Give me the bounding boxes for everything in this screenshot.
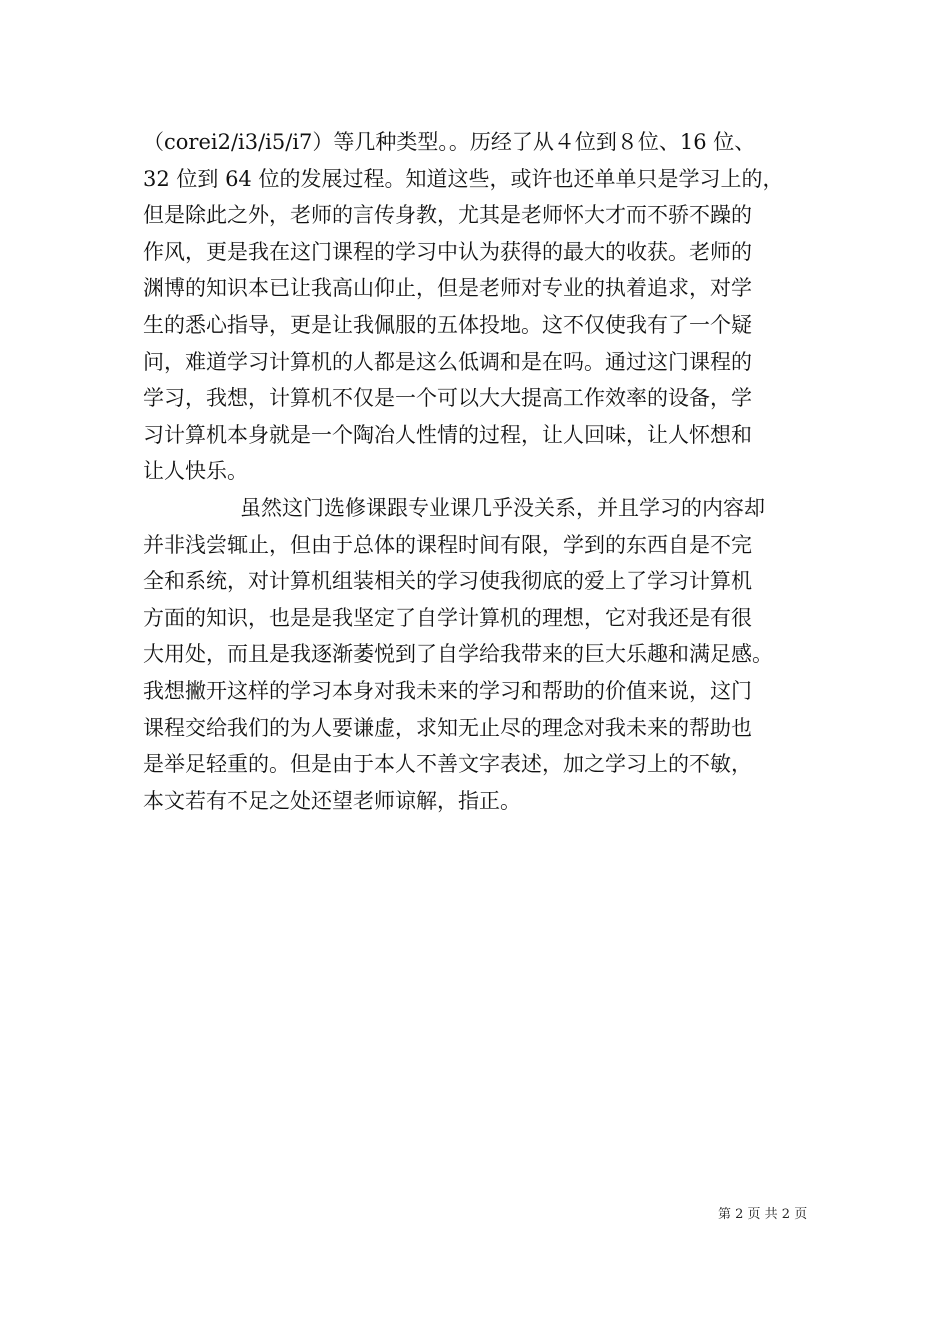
text-line: 并非浅尝辄止，但由于总体的课程时间有限，学到的东西自是不完	[143, 532, 752, 557]
text-line: 但是除此之外，老师的言传身教，尤其是老师怀大才而不骄不躁的	[143, 203, 752, 228]
page-number-footer: 第 2 页 共 2 页	[718, 1207, 808, 1222]
text-line: 渊博的知识本已让我高山仰止，但是老师对专业的执着追求，对学	[143, 276, 752, 301]
paragraph-2	[143, 490, 823, 819]
text-line: 全和系统，对计算机组装相关的学习使我彻底的爱上了学习计算机	[143, 569, 752, 594]
text-line: 学习，我想，计算机不仅是一个可以大大提高工作效率的设备，学	[143, 386, 752, 411]
text-line: 课程交给我们的为人要谦虚，求知无止尽的理念对我未来的帮助也	[143, 715, 752, 740]
paragraph-1	[143, 124, 823, 490]
text-line: 生的悉心指导，更是让我佩服的五体投地。这不仅使我有了一个疑	[143, 312, 752, 337]
text-line: 问，难道学习计算机的人都是这么低调和是在吗。通过这门课程的	[143, 349, 752, 374]
text-line: 32 位到 64 位的发展过程。知道这些，或许也还单单只是学习上的，	[143, 166, 784, 191]
text-line: 虽然这门选修课跟专业课几乎没关系，并且学习的内容却	[240, 495, 765, 520]
text-line: 是举足轻重的。但是由于本人不善文字表述，加之学习上的不敏，	[143, 752, 752, 777]
text-line: （corei2/i3/i5/i7）等几种类型。。历经了从４位到８位、16 位、	[143, 130, 756, 154]
text-line: 作风，更是我在这门课程的学习中认为获得的最大的收获。老师的	[143, 239, 752, 264]
text-line: 本文若有不足之处还望老师谅解，指正。	[143, 788, 521, 813]
text-line: 我想撇开这样的学习本身对我未来的学习和帮助的价值来说，这门	[143, 678, 752, 703]
body-text	[143, 124, 823, 819]
text-line: 让人快乐。	[143, 459, 248, 484]
text-line: 习计算机本身就是一个陶冶人性情的过程，让人回味，让人怀想和	[143, 422, 752, 447]
text-line: 大用处，而且是我逐渐萎悦到了自学给我带来的巨大乐趣和满足感。	[143, 642, 773, 667]
text-line: 方面的知识，也是是我坚定了自学计算机的理想，它对我还是有很	[143, 605, 752, 630]
